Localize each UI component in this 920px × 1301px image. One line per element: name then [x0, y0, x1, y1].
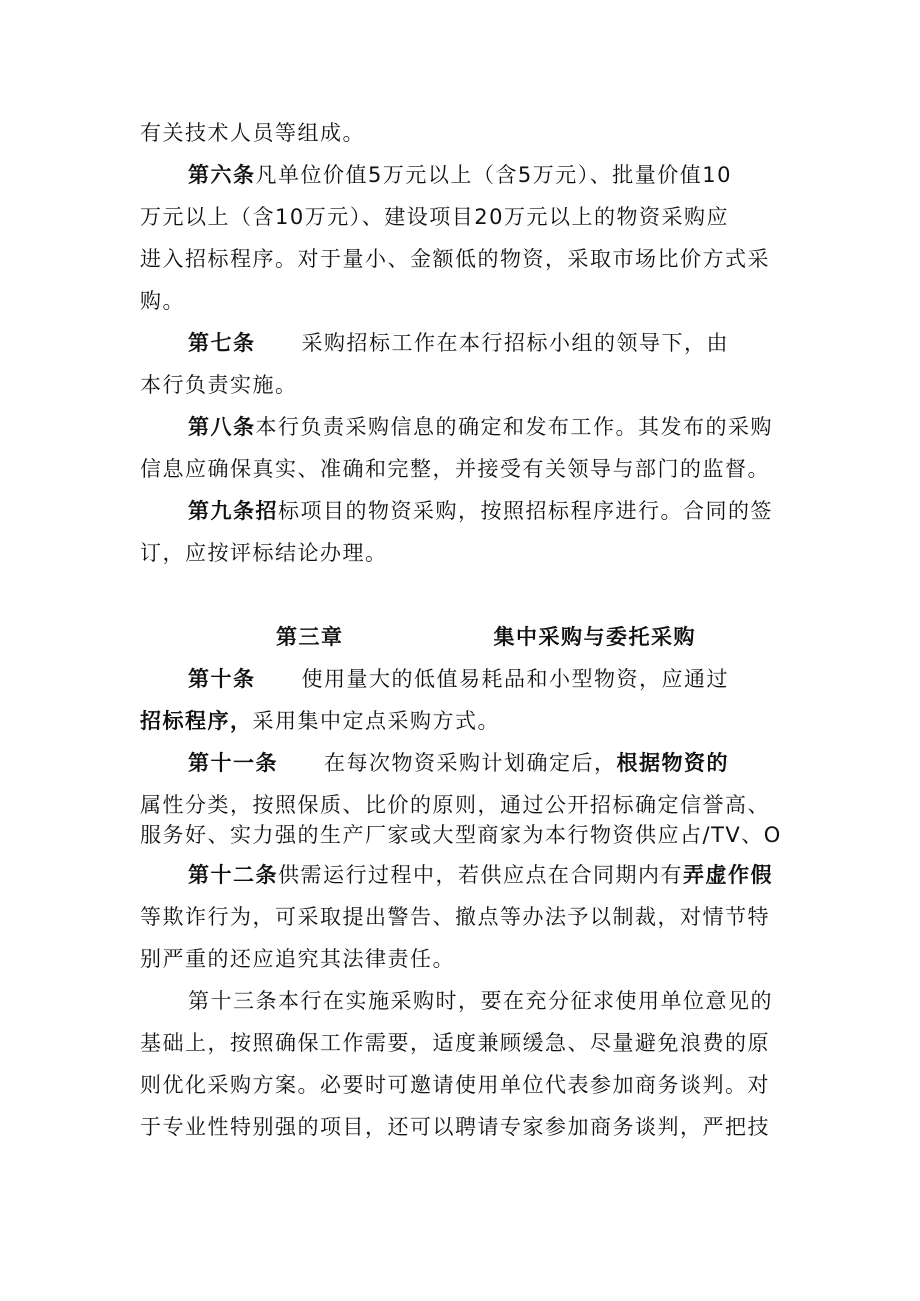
chapter-number: 第三章 [276, 625, 344, 649]
article-8: 第八条本行负责采购信息的确定和发布工作。其发布的采购 [188, 415, 773, 439]
text-line: 万元以上（含10万元）、建设项目20万元以上的物资采购应 [140, 205, 729, 229]
article-6: 第六条凡单位价值5万元以上（含5万元）、批量价值10 [188, 163, 732, 187]
chapter-heading [276, 622, 696, 652]
text-line: 于专业性特别强的项目，还可以聘请专家参加商务谈判，严把技 [140, 1115, 770, 1139]
article-label: 第十条 [188, 667, 256, 691]
article-label: 第八条 [188, 415, 256, 439]
article-9: 第九条招标项目的物资采购，按照招标程序进行。合同的签 [188, 499, 773, 523]
article-13: 第十三条本行在实施采购时，要在充分征求使用单位意见的 [188, 989, 773, 1013]
text-line: 等欺诈行为，可采取提出警告、撤点等办法予以制裁，对情节特 [140, 905, 770, 929]
article-label: 第六条 [188, 163, 256, 187]
text-line: 基础上，按照确保工作需要，适度兼顾缓急、尽量避免浪费的原 [140, 1031, 770, 1055]
text-line: 招标程序，采用集中定点采购方式。 [140, 709, 500, 733]
text-line: 则优化采购方案。必要时可邀请使用单位代表参加商务谈判。对 [140, 1073, 770, 1097]
article-label: 第十二条 [188, 863, 278, 887]
text-line: 订，应按评标结论办理。 [140, 541, 388, 565]
text-line: 本行负责实施。 [140, 373, 298, 397]
text-line: 购。 [140, 289, 185, 313]
text-line: 属性分类，按照保质、比价的原则，通过公开招标确定信誉高、 [140, 793, 770, 817]
article-label: 第十一条 [188, 751, 278, 775]
article-12: 第十二条供需运行过程中，若供应点在合同期内有弄虚作假 [188, 863, 773, 887]
chapter-title: 集中采购与委托采购 [493, 625, 696, 649]
text-line: 信息应确保真实、准确和完整，并接受有关领导与部门的监督。 [140, 457, 770, 481]
article-11: 第十一条 在每次物资采购计划确定后，根据物资的 [188, 751, 729, 775]
article-label: 第九条招 [188, 499, 278, 523]
text-line: 有关技术人员等组成。 [140, 121, 365, 145]
text-line: 进入招标程序。对于量小、金额低的物资，采取市场比价方式采 [140, 247, 770, 271]
article-label: 第七条 [188, 331, 256, 355]
text-line: 别严重的还应追究其法律责任。 [140, 947, 455, 971]
article-10: 第十条 使用量大的低值易耗品和小型物资，应通过 [188, 667, 729, 691]
text-line: 服务好、实力强的生产厂家或大型商家为本行物资供应占/TV、O [140, 823, 782, 847]
article-7: 第七条 采购招标工作在本行招标小组的领导下，由 [188, 331, 729, 355]
